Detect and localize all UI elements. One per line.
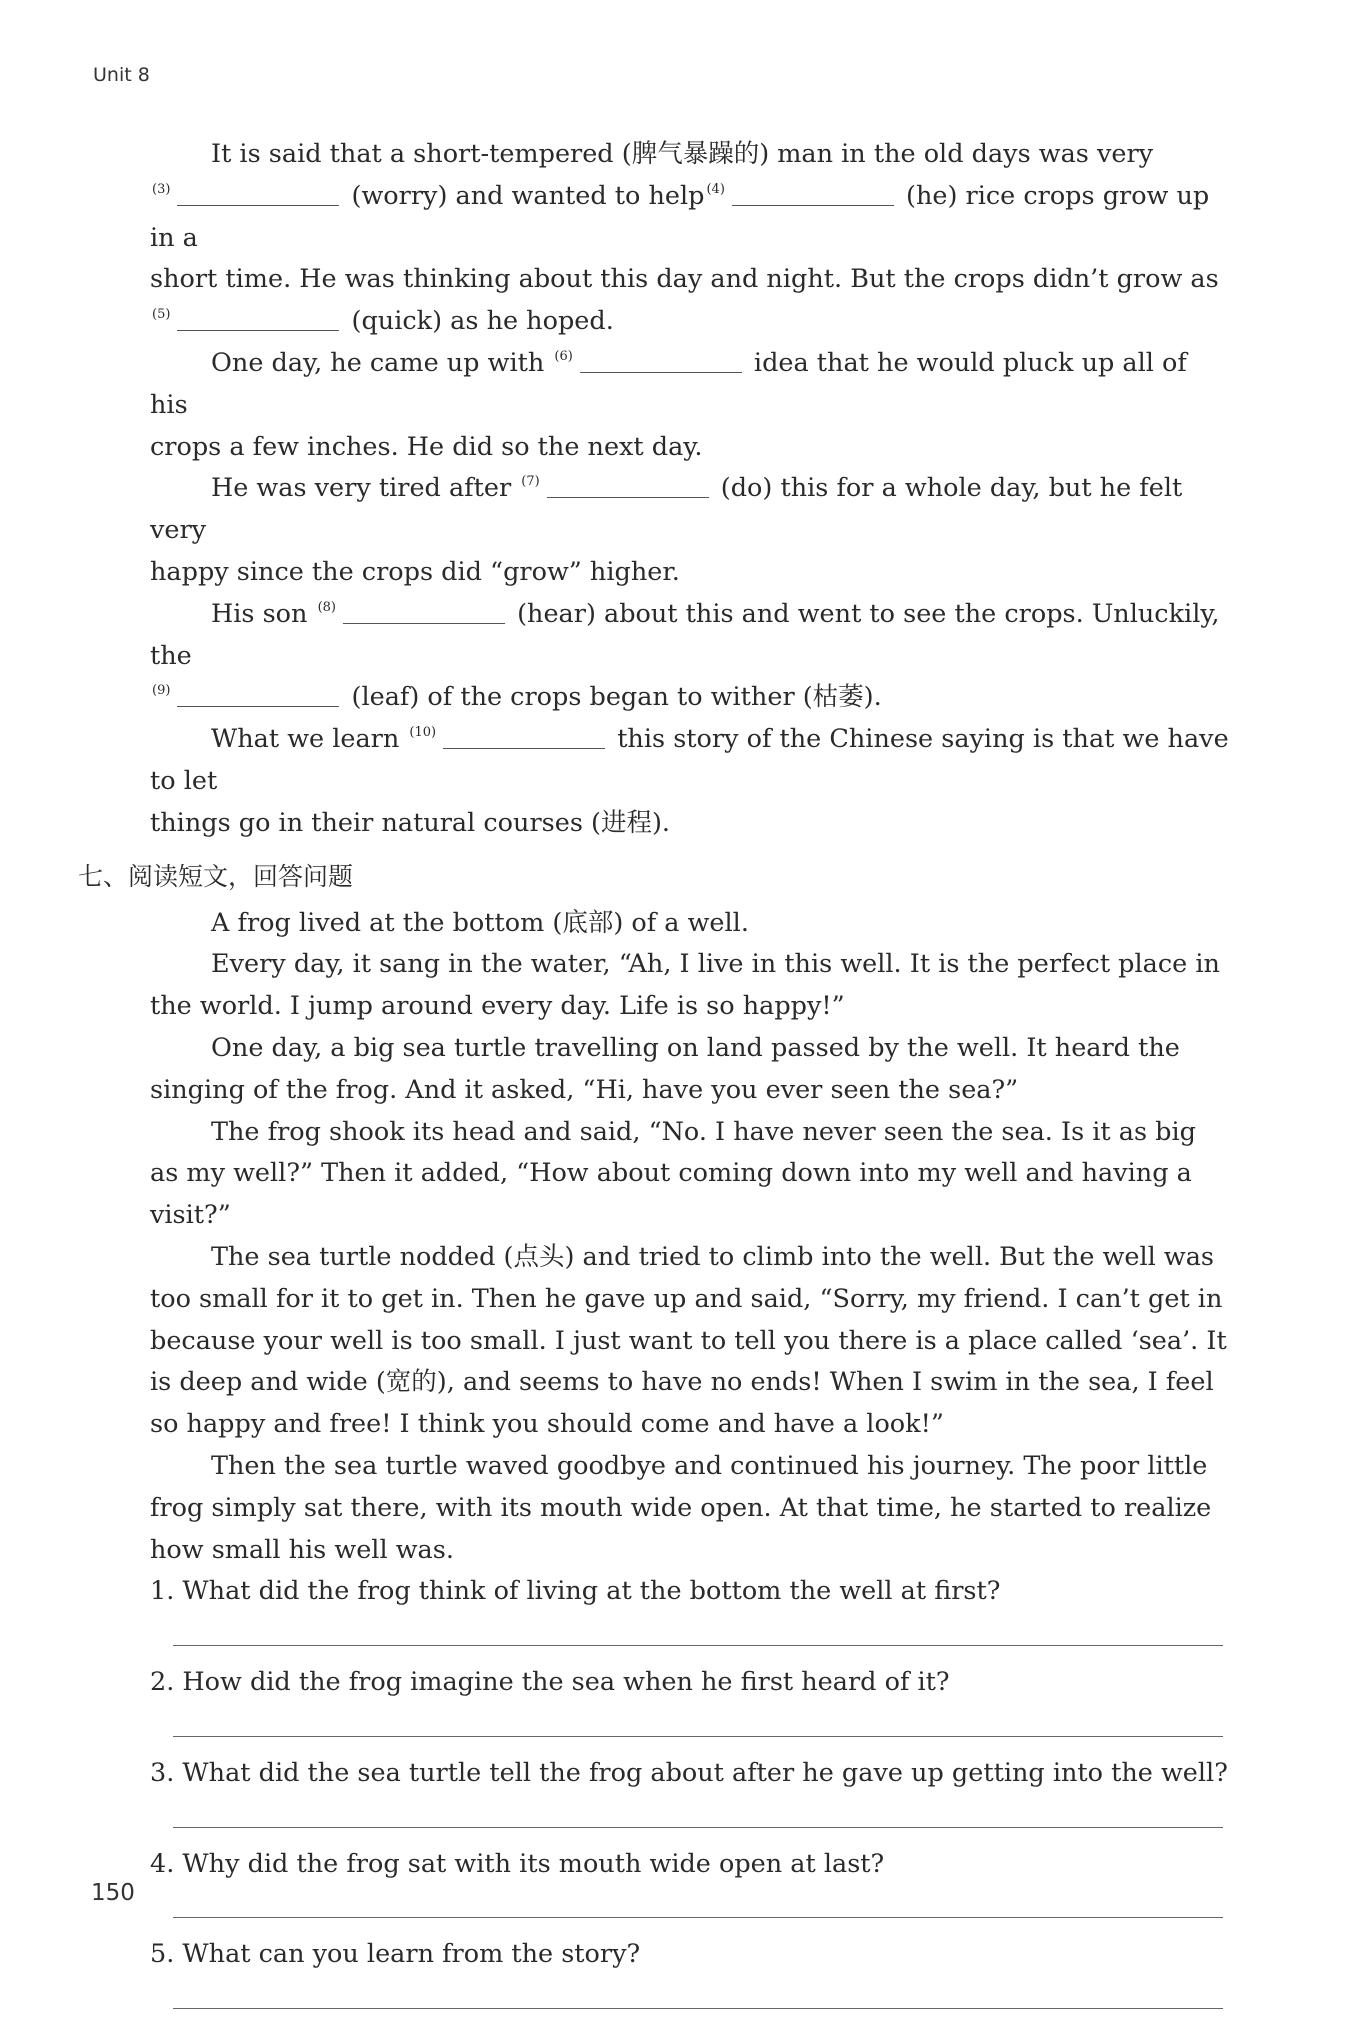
- blank-number: (4): [706, 181, 725, 197]
- blank-number: (10): [409, 725, 437, 741]
- answer-line[interactable]: [173, 1885, 1223, 1918]
- blank-number: (5): [152, 307, 171, 323]
- cloze-line: $^{(5)}$ (quick) as he hoped.: [152, 306, 614, 337]
- cloze-line: crops a few inches. He did so the next day.: [150, 431, 703, 462]
- section-title: 七、阅读短文，回答问题: [78, 861, 354, 891]
- answer-blank[interactable]: [177, 179, 339, 206]
- answer-blank[interactable]: [580, 346, 742, 373]
- question: 5. What can you learn from the story?: [150, 1939, 641, 1970]
- passage-paragraph: A frog lived at the bottom (底部) of a well.: [211, 907, 749, 938]
- answer-blank[interactable]: [443, 722, 605, 749]
- question: 4. Why did the frog sat with its mouth wide open at last?: [150, 1848, 885, 1879]
- answer-blank[interactable]: [177, 680, 339, 707]
- cloze-line: $^{(3)}$ (worry) and wanted to help $^{(4)}$ (he) rice crops grow up in a: [150, 180, 1210, 253]
- blank-number: (7): [521, 474, 540, 490]
- cloze-line: short time. He was thinking about this day and night. But the crops didn’t grow as: [150, 264, 1219, 295]
- answer-line[interactable]: [173, 1613, 1223, 1646]
- answer-blank[interactable]: [732, 179, 894, 206]
- blank-number: (9): [152, 683, 171, 699]
- answer-line[interactable]: [173, 1976, 1223, 2009]
- cloze-line: His son $^{(8)}$ (hear) about this and went to see the crops. Unluckily, the: [150, 598, 1220, 671]
- question: 2. How did the frog imagine the sea when he first heard of it?: [150, 1667, 950, 1698]
- cloze-line: He was very tired after $^{(7)}$ (do) this for a whole day, but he felt very: [150, 473, 1183, 546]
- cloze-line: happy since the crops did “grow” higher.: [150, 556, 680, 587]
- cloze-line: It is said that a short-tempered (脾气暴躁的) man in the old days was very: [211, 139, 1154, 169]
- blank-number: (6): [554, 348, 573, 364]
- answer-blank[interactable]: [343, 597, 505, 624]
- answer-line[interactable]: [173, 1704, 1223, 1737]
- passage-paragraph: Every day, it sang in the water, “Ah, I live in this well. It is the perfect place in the world. I jump around every day. Life is so happy!”: [150, 949, 1220, 1022]
- passage-paragraph: The frog shook its head and said, “No. I have never seen the sea. Is it as big as my well?” Then it added, “How about coming down into my well and having a visit?”: [150, 1116, 1196, 1231]
- answer-line[interactable]: [173, 1795, 1223, 1828]
- cloze-line: What we learn $^{(10)}$ this story of the Chinese saying is that we have to let: [150, 724, 1229, 796]
- passage-paragraph: The sea turtle nodded (点头) and tried to climb into the well. But the well was too small for it to get in. Then he gave up and said, “Sorry, my friend. I can’t get in because your well is too small. I just want to tell you there is a place called ‘sea’. It is deep and wide (宽的), and seems to have no ends! When I swim in the sea, I feel so happy and free! I think you should come and have a look!”: [150, 1241, 1227, 1440]
- blank-number: (8): [317, 599, 336, 615]
- blank-number: (3): [152, 181, 171, 197]
- page-number: 150: [91, 1880, 135, 1906]
- cloze-line: One day, he came up with $^{(6)}$ idea that he would pluck up all of his: [150, 347, 1187, 420]
- passage-paragraph: One day, a big sea turtle travelling on land passed by the well. It heard the singing of the frog. And it asked, “Hi, have you ever seen the sea?”: [150, 1032, 1180, 1105]
- unit-label: Unit 8: [93, 64, 150, 86]
- passage-paragraph: Then the sea turtle waved goodbye and continued his journey. The poor little frog simply sat there, with its mouth wide open. At that time, he started to realize how small his well was.: [150, 1450, 1212, 1565]
- cloze-line: $^{(9)}$ (leaf) of the crops began to wither (枯萎).: [152, 682, 882, 713]
- question: 3. What did the sea turtle tell the frog about after he gave up getting into the well?: [150, 1757, 1228, 1788]
- answer-blank[interactable]: [547, 471, 709, 498]
- question: 1. What did the frog think of living at the bottom the well at first?: [150, 1576, 1001, 1607]
- cloze-line: things go in their natural courses (进程).: [150, 807, 671, 838]
- answer-blank[interactable]: [177, 304, 339, 331]
